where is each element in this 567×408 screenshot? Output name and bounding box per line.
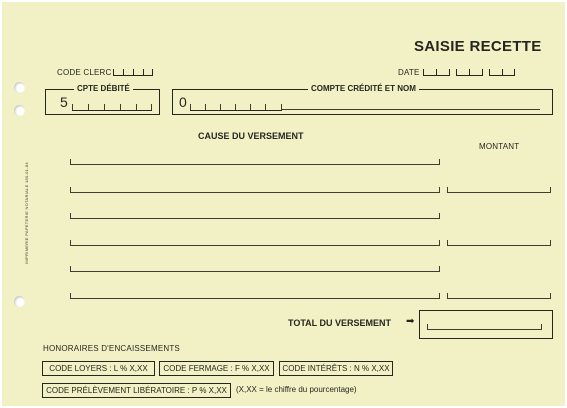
arrow-right-icon: ➡	[406, 316, 415, 327]
code-clerc-field[interactable]	[113, 67, 153, 76]
amount-line[interactable]	[447, 192, 551, 193]
total-amount-line	[427, 329, 542, 330]
form-title: SAISIE RECETTE	[414, 38, 542, 55]
payment-reason-line[interactable]	[70, 164, 440, 165]
code-rents-box: CODE LOYERS : L % X,XX	[42, 361, 155, 376]
debit-account-value: 5	[60, 94, 68, 110]
payment-reason-line[interactable]	[70, 192, 440, 193]
payment-reason-line[interactable]	[70, 298, 440, 299]
total-label: TOTAL DU VERSEMENT	[288, 318, 392, 328]
credit-account-name-line[interactable]	[282, 109, 540, 110]
amount-line[interactable]	[447, 245, 551, 246]
punch-hole	[14, 296, 25, 307]
printer-imprint: IMPRIMERIE PAPETERIE NOTARIALE 180-01-84	[24, 162, 29, 264]
credit-account-comb	[190, 103, 282, 111]
date-field[interactable]	[423, 67, 515, 76]
total-amount-box[interactable]	[419, 310, 553, 339]
code-farm-rent-box: CODE FERMAGE : F % X,XX	[159, 361, 274, 376]
debit-account-label: CPTE DÉBITÉ	[74, 84, 133, 93]
payment-reason-label: CAUSE DU VERSEMENT	[198, 131, 304, 141]
fees-heading: HONORAIRES D'ENCAISSEMENTS	[43, 344, 180, 353]
percentage-note: (X,XX = le chiffre du pourcentage)	[236, 385, 357, 394]
payment-reason-line[interactable]	[70, 218, 440, 219]
code-clerc-label: CODE CLERC	[57, 68, 112, 77]
code-interest-box: CODE INTÉRÊTS : N % X,XX	[279, 361, 393, 376]
debit-account-comb	[72, 103, 152, 111]
punch-hole	[14, 82, 25, 93]
punch-hole	[14, 105, 25, 116]
amount-line[interactable]	[447, 298, 551, 299]
payment-reason-line[interactable]	[70, 271, 440, 272]
code-withholding-box: CODE PRÉLÈVEMENT LIBÉRATOIRE : P % X,XX	[42, 383, 231, 398]
amount-label: MONTANT	[479, 142, 520, 151]
receipt-entry-form	[2, 2, 565, 406]
date-label: DATE	[398, 68, 420, 77]
credit-account-label: COMPTE CRÉDITÉ ET NOM	[308, 84, 419, 93]
payment-reason-line[interactable]	[70, 245, 440, 246]
credit-account-value: 0	[179, 94, 187, 110]
